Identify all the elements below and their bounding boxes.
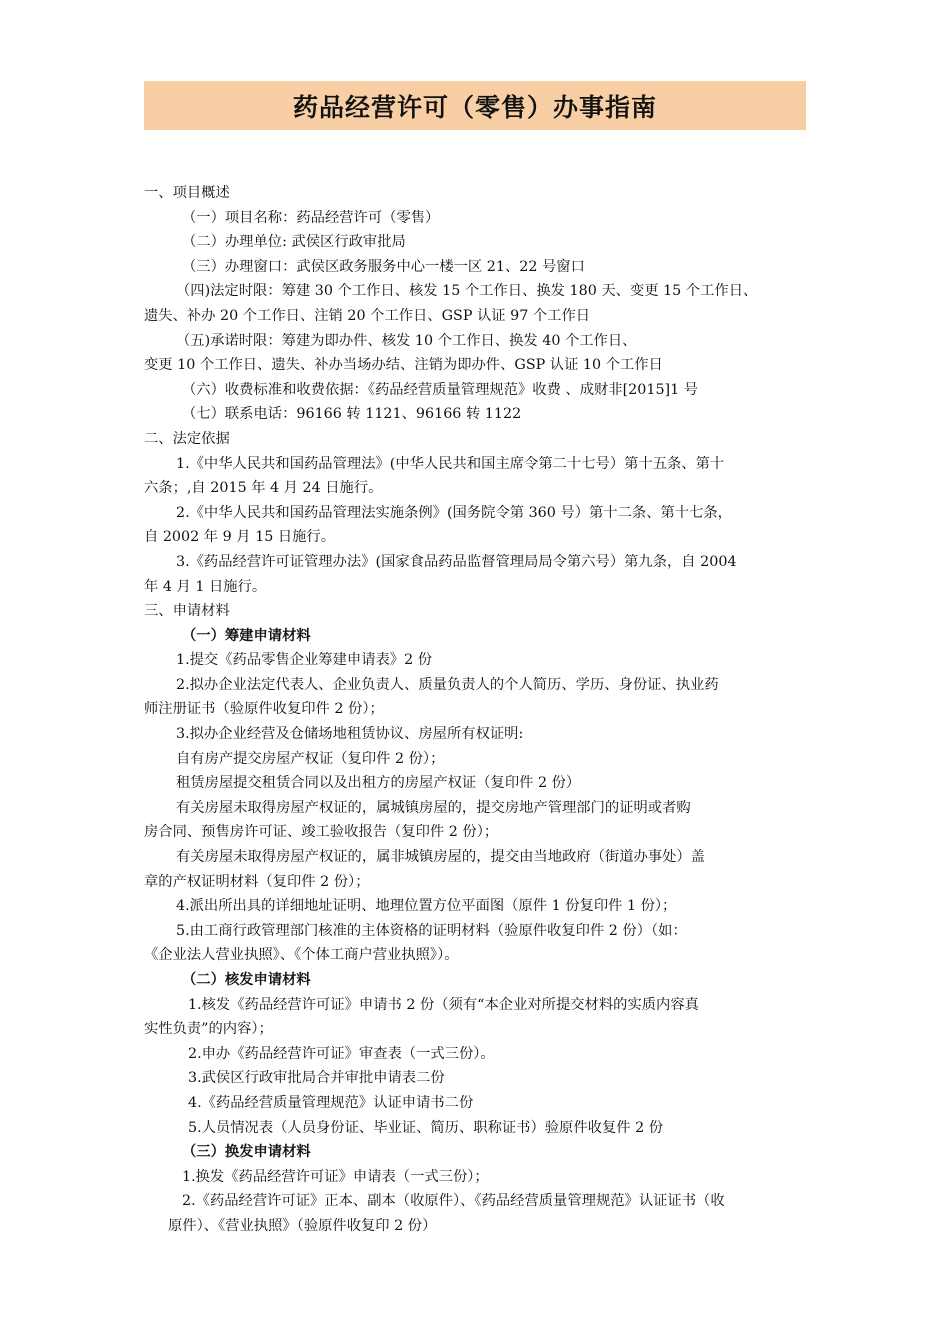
text-line: 章的产权证明材料（复印件 2 份）； (144, 873, 370, 890)
text-line: 《企业法人营业执照》、《个体工商户营业执照》）。 (144, 947, 459, 964)
text-line: 实性负责”的内容）； (144, 1021, 273, 1038)
text-line: 有关房屋未取得房屋产权证的，属非城镇房屋的，提交由当地政府（街道办事处）盖 (176, 849, 705, 866)
text-line: （一）筹建申请材料 (182, 627, 311, 644)
text-line: （四)法定时限：筹建 30 个工作日、核发 15 个工作日、换发 180 天、变更 15 个工作日、 (176, 283, 758, 300)
text-line: 六条；,自 2015 年 4 月 24 日施行。 (144, 480, 383, 497)
text-line: 2.拟办企业法定代表人、企业负责人、质量负责人的个人简历、学历、身份证、执业药 (176, 676, 719, 693)
document-body (144, 181, 808, 1239)
text-line: 租赁房屋提交租赁合同以及出租方的房屋产权证（复印件 2 份） (176, 775, 581, 792)
text-line: 自 2002 年 9 月 15 日施行。 (144, 529, 336, 546)
text-line: 遗失、补办 20 个工作日、注销 20 个工作日、GSP 认证 97 个工作日 (144, 307, 591, 324)
text-line: 变更 10 个工作日、遗失、补办当场办结、注销为即办件、GSP 认证 10 个工作日 (144, 357, 663, 374)
text-line: （三）办理窗口：武侯区政务服务中心一楼一区 21、22 号窗口 (182, 258, 585, 275)
text-line: 师注册证书（验原件收复印件 2 份）； (144, 701, 384, 718)
text-line: 1.提交《药品零售企业筹建申请表》2 份 (176, 652, 433, 669)
text-line: 5.人员情况表（人员身份证、毕业证、简历、职称证书）验原件收复件 2 份 (188, 1119, 664, 1136)
text-line: 2.申办《药品经营许可证》审查表（一式三份）。 (188, 1045, 495, 1062)
text-line: 有关房屋未取得房屋产权证的，属城镇房屋的，提交房地产管理部门的证明或者购 (176, 799, 691, 816)
text-line: （二）办理单位: 武侯区行政审批局 (182, 234, 406, 251)
text-line: 年 4 月 1 日施行。 (144, 578, 267, 595)
text-line: 2.《药品经营许可证》正本、副本（收原件）、《药品经营质量管理规范》认证证书（收 (182, 1193, 725, 1210)
page-title: 药品经营许可（零售）办事指南 (292, 92, 657, 122)
title-banner (144, 81, 806, 130)
text-line: 2.《中华人民共和国药品管理法实施条例》(国务院令第 360 号）第十二条、第十七条， (176, 504, 732, 521)
text-line: （三）换发申请材料 (182, 1144, 311, 1161)
text-line: 二、法定依据 (144, 430, 230, 447)
text-line: 三、申请材料 (144, 603, 230, 620)
text-line: 3.拟办企业经营及仓储场地租赁协议、房屋所有权证明: (176, 726, 524, 743)
text-line: （六）收费标准和收费依据：《药品经营质量管理规范》收费 、成财非[2015]1 号 (182, 381, 699, 398)
text-line: 3.《药品经营许可证管理办法》(国家食品药品监督管理局局令第六号）第九条，自 2004 (176, 553, 737, 570)
text-line: 1.核发《药品经营许可证》申请书 2 份（须有“本企业对所提交材料的实质内容真 (188, 996, 699, 1013)
text-line: 房合同、预售房许可证、竣工验收报告（复印件 2 份）； (144, 824, 499, 841)
text-line: 自有房产提交房屋产权证（复印件 2 份）； (176, 750, 445, 767)
text-line: 一、项目概述 (144, 185, 230, 201)
text-line: 5.由工商行政管理部门核准的主体资格的证明材料（验原件收复印件 2 份）（如： (176, 922, 687, 939)
text-line: 1.《中华人民共和国药品管理法》(中华人民共和国主席令第二十七号）第十五条、第十 (176, 455, 725, 472)
text-line: 4.派出所出具的详细地址证明、地理位置方位平面图（原件 1 份复印件 1 份）； (176, 898, 677, 915)
text-line: （一）项目名称：药品经营许可（零售） (182, 209, 440, 226)
text-line: 4.《药品经营质量管理规范》认证申请书二份 (188, 1094, 474, 1111)
text-line: （二）核发申请材料 (182, 972, 311, 988)
text-line: 1.换发《药品经营许可证》申请表（一式三份）； (182, 1168, 489, 1185)
text-line: （七）联系电话：96166 转 1121、96166 转 1122 (182, 406, 522, 423)
text-line: 原件）、《营业执照》（验原件收复印 2 份） (168, 1217, 437, 1234)
text-line: 3.武侯区行政审批局合并审批申请表二份 (188, 1070, 445, 1087)
text-line: （五)承诺时限：筹建为即办件、核发 10 个工作日、换发 40 个工作日、 (176, 332, 637, 349)
